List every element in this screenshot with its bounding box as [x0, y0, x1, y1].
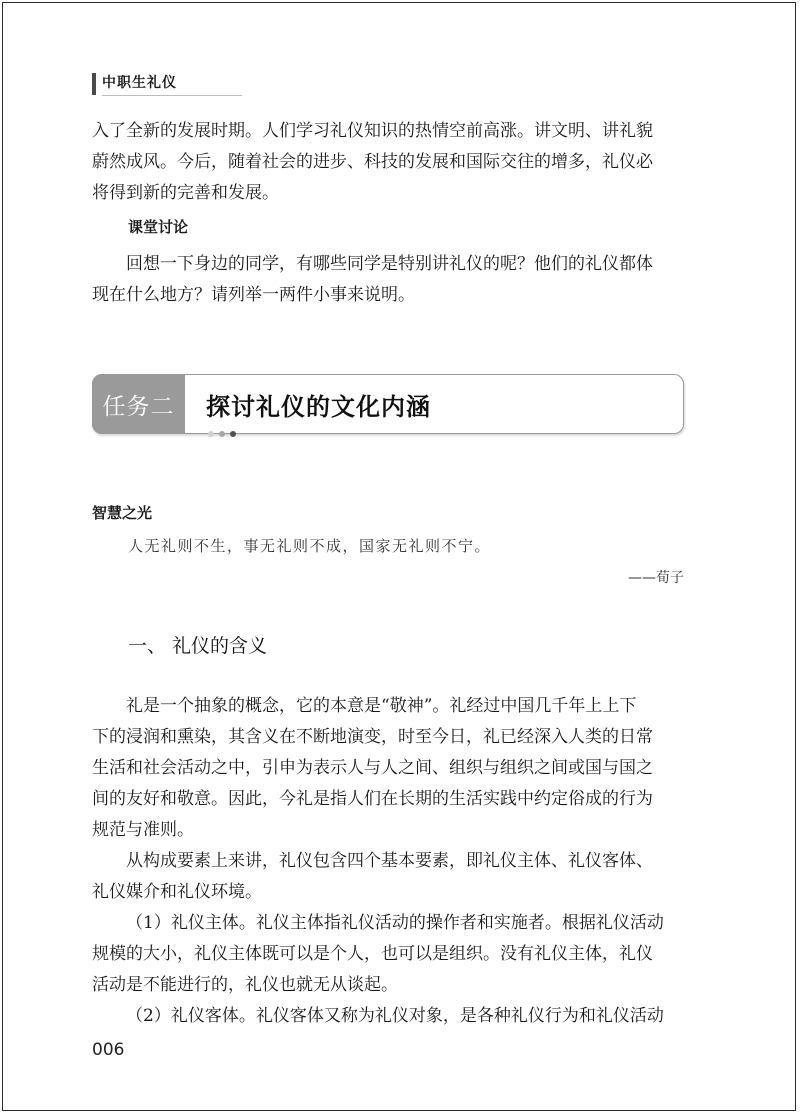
section-paragraph: [92, 1001, 684, 1032]
discussion-heading: 课堂讨论: [128, 218, 189, 236]
body-line: 下的浸润和熏染，其含义在不断地演变，时至今日，礼已经深入人类的日常: [92, 727, 653, 747]
body-line: （1）礼仪主体。礼仪主体指礼仪活动的操作者和实施者。根据礼仪活动: [126, 913, 664, 933]
header-title: 中职生礼仪: [102, 72, 242, 96]
banner-dots: [208, 431, 236, 437]
dot-icon: [219, 431, 225, 437]
body-line: （2）礼仪客体。礼仪客体又称为礼仪对象，是各种礼仪行为和礼仪活动: [126, 1006, 664, 1026]
dot-icon: [230, 431, 236, 437]
discussion-paragraph: [92, 249, 684, 311]
section-body: [92, 691, 684, 1032]
wisdom-heading: 智慧之光: [92, 504, 153, 522]
intro-line: 蔚然成风。今后，随着社会的进步、科技的发展和国际交往的增多，礼仪必: [92, 152, 653, 172]
section-paragraph: [92, 846, 684, 908]
body-line: 礼是一个抽象的概念，它的本意是“敬神”。礼经过中国几千年上上下: [126, 696, 637, 716]
task-title: 探讨礼仪的文化内涵: [206, 392, 431, 421]
discussion-line: 回想一下身边的同学，有哪些同学是特别讲礼仪的呢？他们的礼仪都体: [126, 254, 653, 274]
wisdom-author: ——荀子: [628, 570, 684, 586]
header-bar: [92, 73, 96, 95]
page-number: 006: [92, 1040, 125, 1060]
intro-line: 将得到新的完善和发展。: [92, 183, 279, 203]
task-banner: [92, 374, 684, 434]
body-line: 生活和社会活动之中，引申为表示人与人之间、组织与组织之间或国与国之: [92, 758, 653, 778]
body-line: 规模的大小，礼仪主体既可以是个人，也可以是组织。没有礼仪主体，礼仪: [92, 944, 653, 964]
running-header: [92, 72, 242, 96]
body-line: 活动是不能进行的，礼仪也就无从谈起。: [92, 975, 398, 995]
body-line: 从构成要素上来讲，礼仪包含四个基本要素，即礼仪主体、礼仪客体、: [126, 851, 653, 871]
section-paragraph: [92, 691, 684, 846]
intro-line: 入了全新的发展时期。人们学习礼仪知识的热情空前高涨。讲文明、讲礼貌: [92, 121, 653, 141]
body-line: 礼仪媒介和礼仪环境。: [92, 882, 262, 902]
section-heading: 一、 礼仪的含义: [128, 635, 268, 657]
task-label-box: [92, 374, 185, 434]
task-label: 任务二: [102, 393, 175, 420]
dot-icon: [208, 431, 214, 437]
body-line: 间的友好和敬意。因此，今礼是指人们在长期的生活实践中约定俗成的行为: [92, 789, 653, 809]
wisdom-quote: 人无礼则不生，事无礼则不成，国家无礼则不宁。: [128, 537, 492, 555]
discussion-line: 现在什么地方？请列举一两件小事来说明。: [92, 285, 415, 305]
intro-paragraph: [92, 116, 684, 209]
body-line: 规范与准则。: [92, 820, 194, 840]
section-paragraph: [92, 908, 684, 1001]
